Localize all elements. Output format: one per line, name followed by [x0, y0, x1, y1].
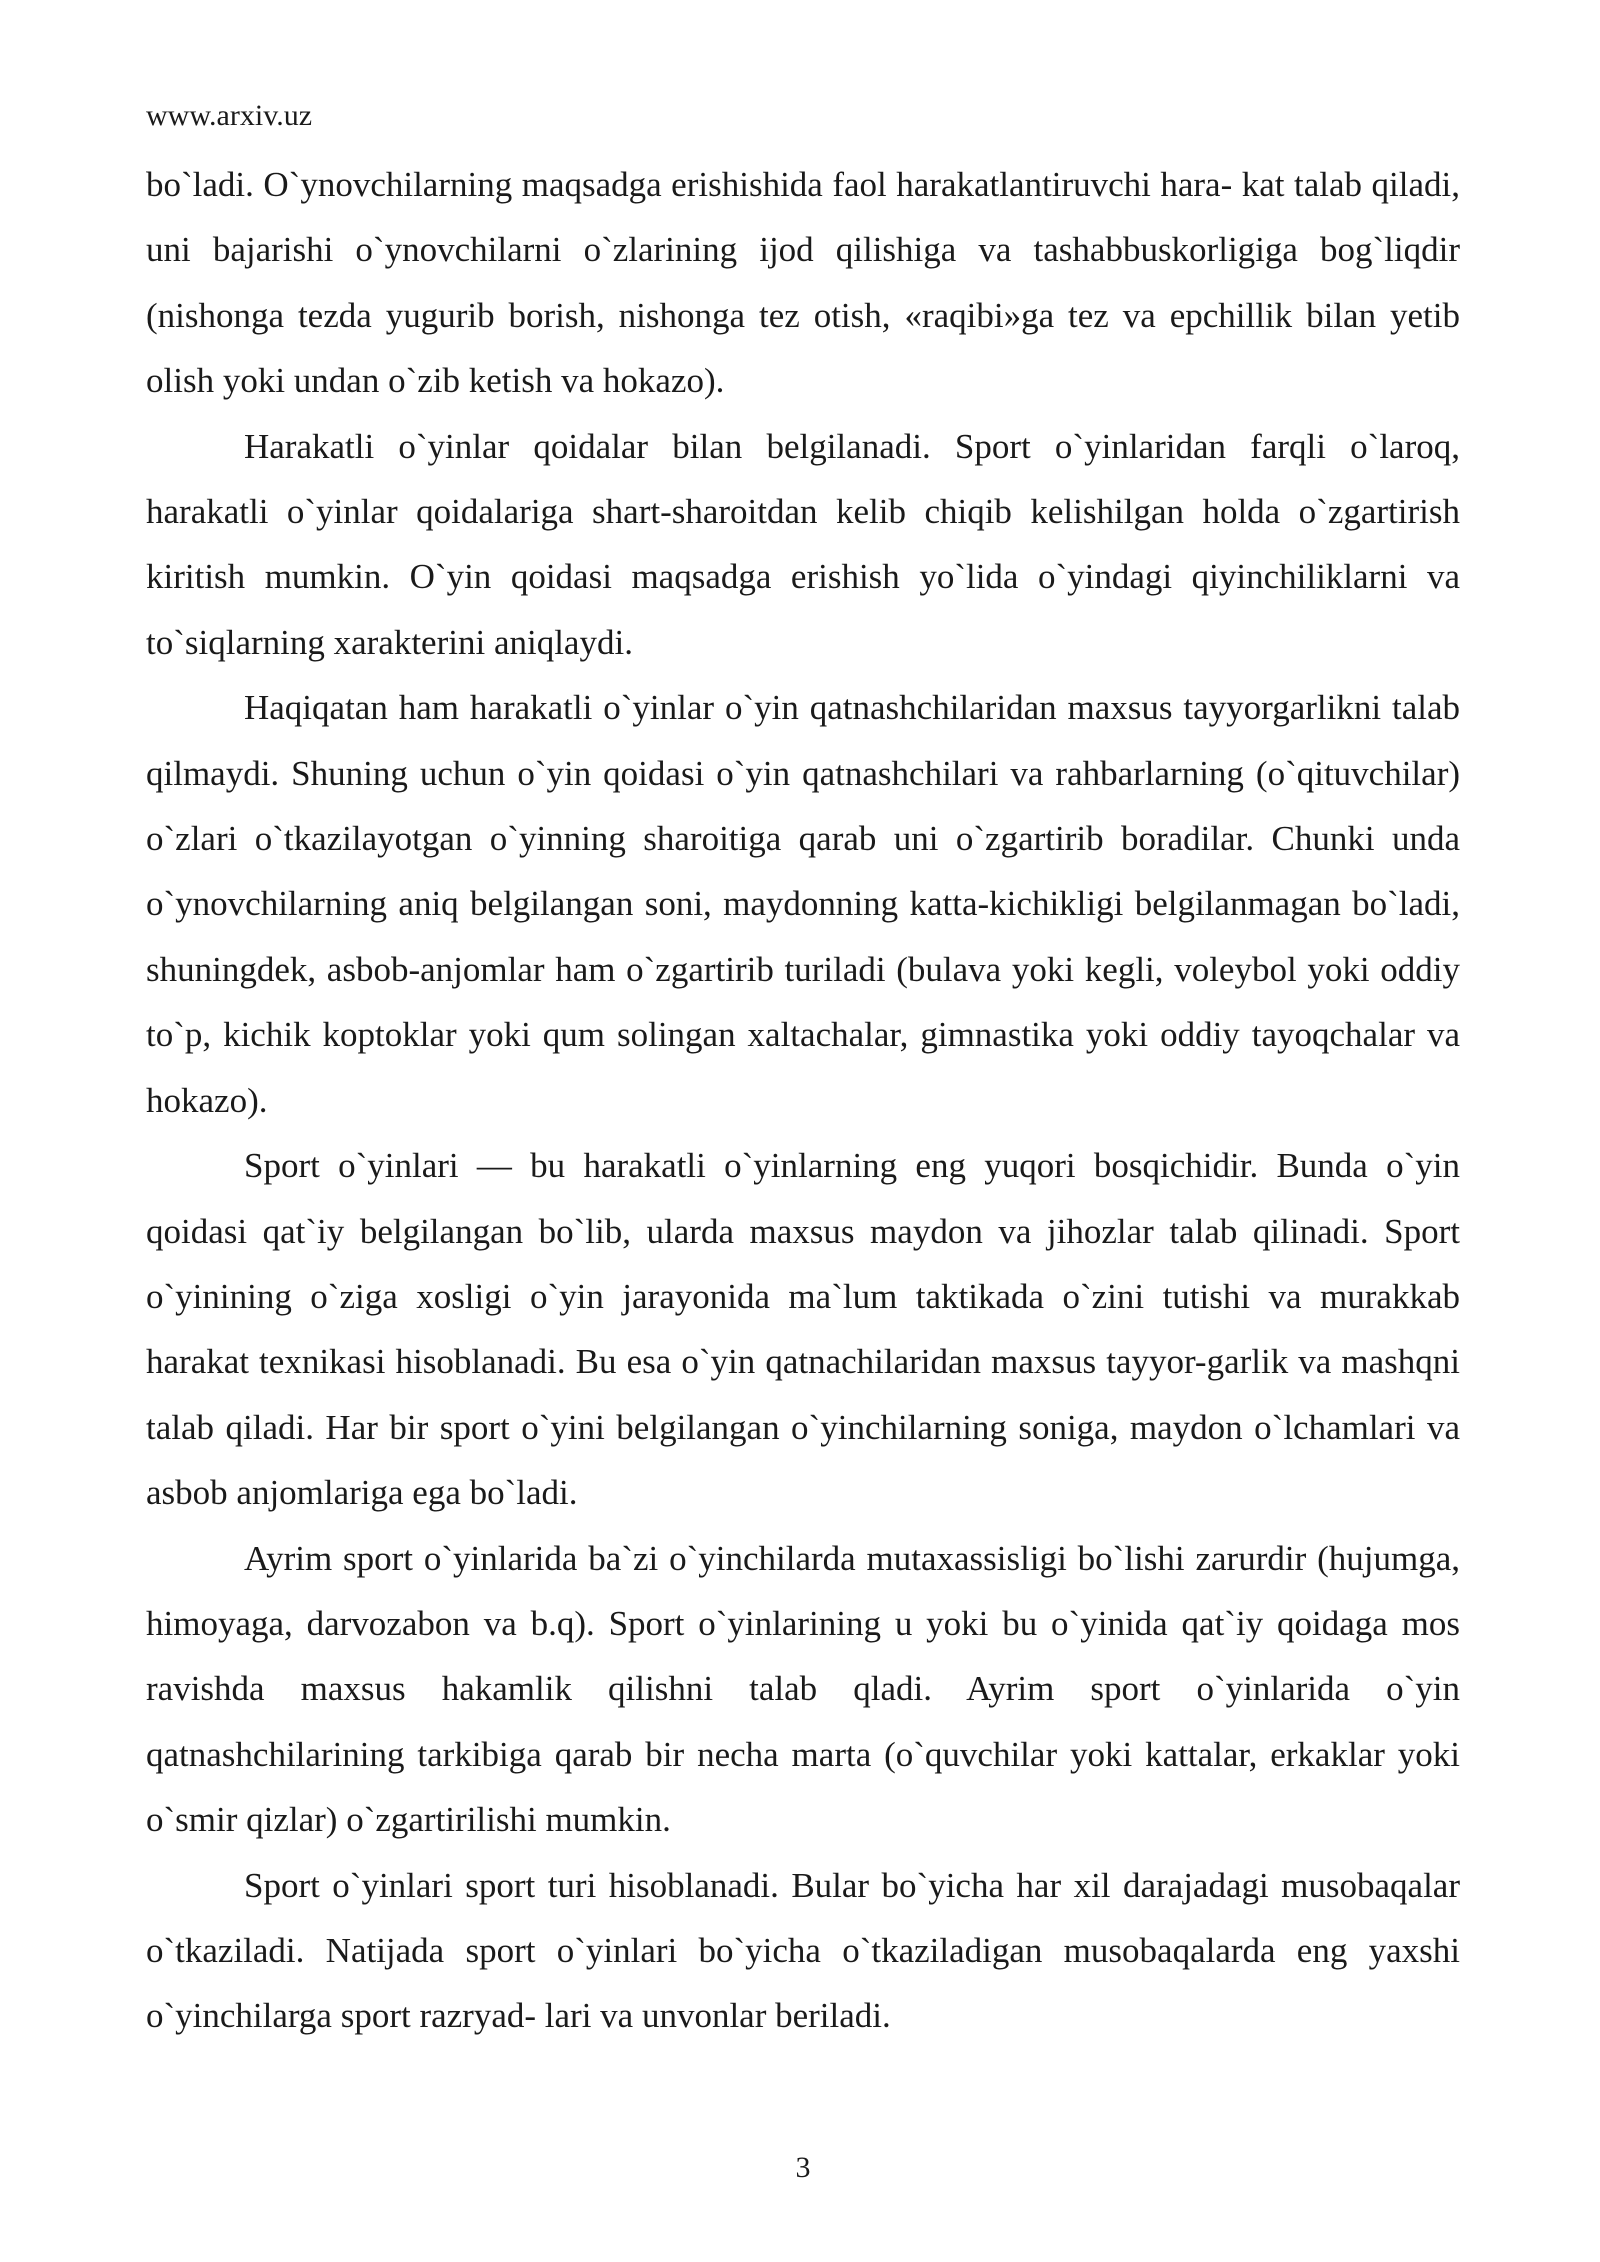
- paragraph-3: Haqiqatan ham harakatli o`yinlar o`yin qatnashchilaridan maxsus tayyorgarlikni talab qilmaydi. Shuning uchun o`yin qoidasi o`yin qatnashchilari va rahbarlarning (o`qituvchilar) o`zlari o`tkazilayotgan o`yinning sharoitiga qarab uni o`zgartirib boradilar. Chunki unda o`ynovchilarning aniq belgilangan soni, maydonning katta-kichikligi belgilanmagan bo`ladi, shuningdek, asbob-anjomlar ham o`zgartirib turiladi (bulava yoki kegli, voleybol yoki oddiy to`p, kichik koptoklar yoki qum solingan xaltachalar, gimnastika yoki oddiy tayoqchalar va hokazo).: [146, 688, 1460, 1120]
- paragraph-1: bo`ladi. O`ynovchilarning maqsadga erishishida faol harakatlantiruvchi hara- kat talab qiladi, uni bajarishi o`ynovchilarni o`zlarining ijod qilishiga va tashabbuskorligiga bog`liqdir (nishonga tezda yugurib borish, nishonga tez otish, «raqibi»ga tez va epchillik bilan yetib olish yoki undan o`zib ketish va hokazo).: [146, 165, 1460, 401]
- paragraph-5: Ayrim sport o`yinlarida ba`zi o`yinchilarda mutaxassisligi bo`lishi zarurdir (hujumga, himoyaga, darvozabon va b.q). Sport o`yinlarining u yoki bu o`yinida qat`iy qoidaga mos ravishda maxsus hakamlik qilishni talab qladi. Ayrim sport o`yinlarida o`yin qatnashchilarining tarkibiga qarab bir necha marta (o`quvchilar yoki kattalar, erkaklar yoki o`smir qizlar) o`zgartirilishi mumkin.: [146, 1538, 1460, 1840]
- paragraph-4: Sport o`yinlari — bu harakatli o`yinlarning eng yuqori bosqichidir. Bunda o`yin qoidasi qat`iy belgilangan bo`lib, ularda maxsus maydon va jihozlar talab qilinadi. Sport o`yinining o`ziga xosligi o`yin jarayonida ma`lum taktikada o`zini tutishi va murakkab harakat texnikasi hisoblanadi. Bu esa o`yin qatnachilaridan maxsus tayyor-garlik va mashqni talab qiladi. Har bir sport o`yini belgilangan o`yinchilarning soniga, maydon o`lchamlari va asbob anjomlariga ega bo`ladi.: [146, 1146, 1460, 1513]
- paragraph-2: Harakatli o`yinlar qoidalar bilan belgilanadi. Sport o`yinlaridan farqli o`laroq, harakatli o`yinlar qoidalariga shart-sharoitdan kelib chiqib kelishilgan holda o`zgartirish kiritish mumkin. O`yin qoidasi maqsadga erishish yo`lida o`yindagi qiyinchiliklarni va to`siqlarning xarakterini aniqlaydi.: [146, 426, 1460, 662]
- header-site-url: www.arxiv.uz: [146, 99, 313, 132]
- document-body: [146, 152, 1460, 2049]
- page-number: 3: [795, 2151, 811, 2184]
- paragraph-6: Sport o`yinlari sport turi hisoblanadi. Bular bo`yicha har xil darajadagi musobaqalar o`tkaziladi. Natijada sport o`yinlari bo`yicha o`tkaziladigan musobaqalarda eng yaxshi o`yinchilarga sport razryad- lari va unvonlar beriladi.: [146, 1865, 1460, 2036]
- document-page: [146, 0, 1460, 2262]
